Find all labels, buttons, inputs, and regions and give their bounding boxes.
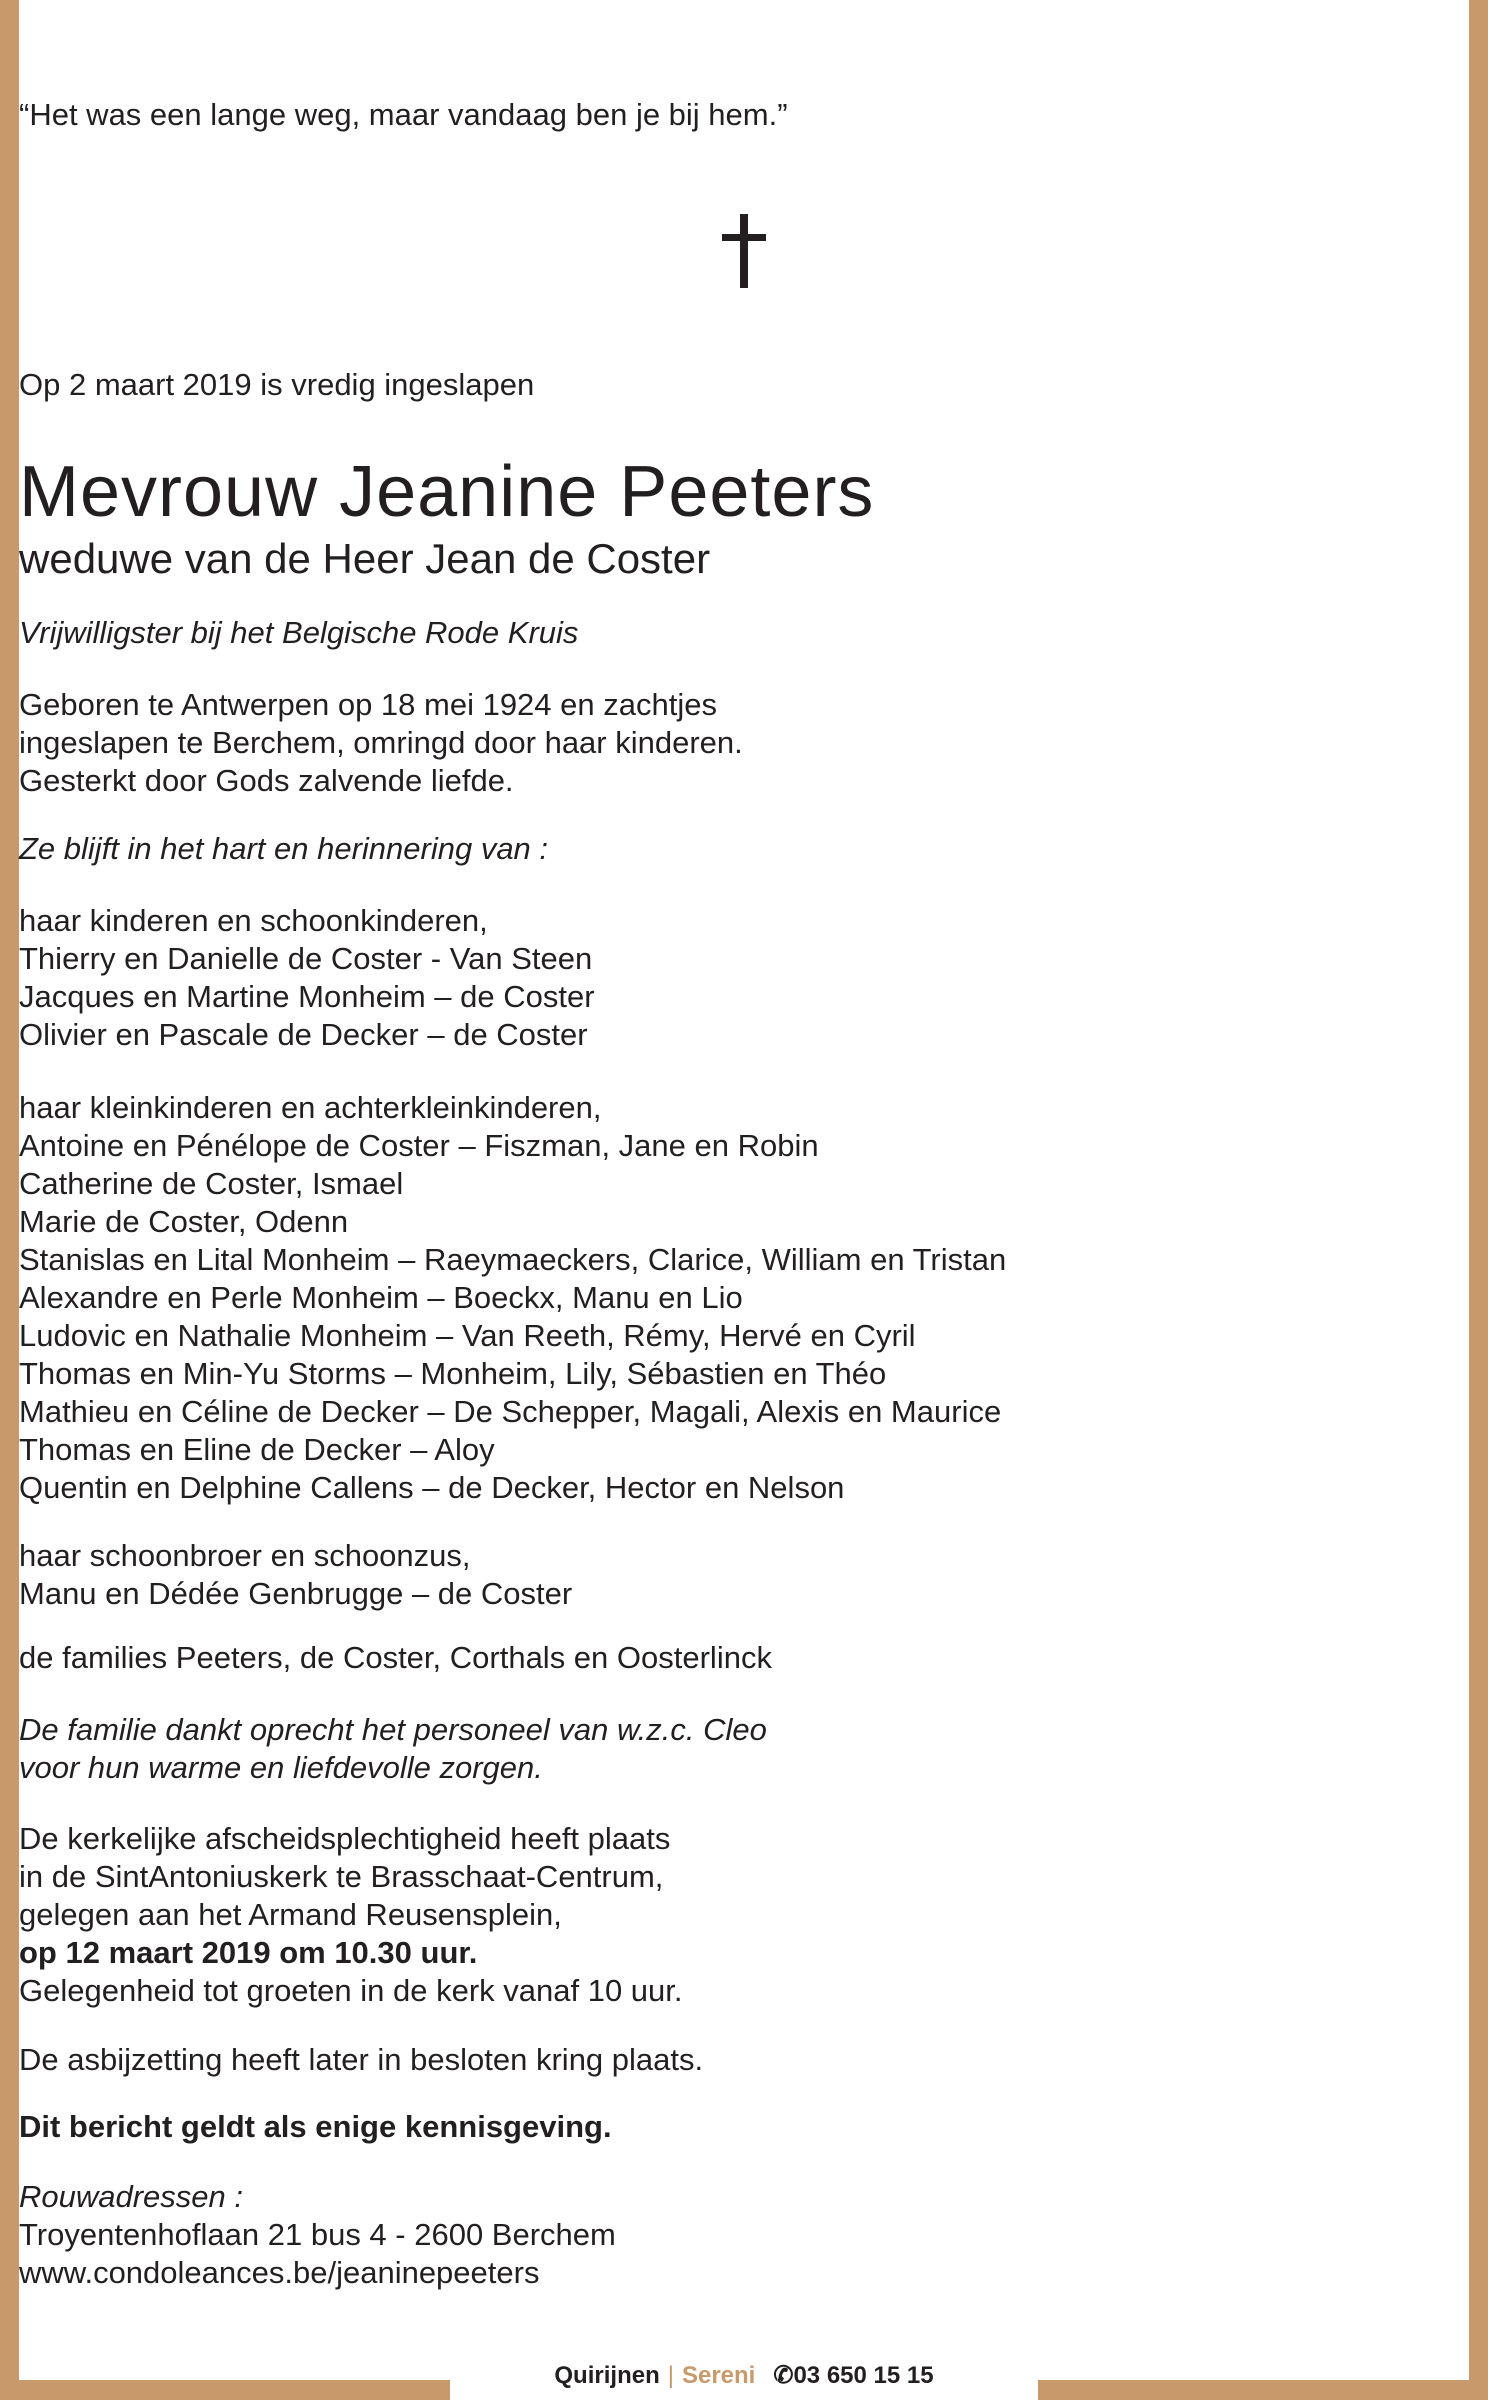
list-item: Quentin en Delphine Callens – de Decker, Hector en Nelson xyxy=(19,1470,845,1505)
families-line: de families Peeters, de Coster, Corthals en Oosterlinck xyxy=(19,1640,772,1675)
list-item: Catherine de Coster, Ismael xyxy=(19,1166,404,1201)
children-list xyxy=(19,902,1469,1054)
ceremony-line: De kerkelijke afscheidsplechtigheid heeft plaats xyxy=(19,1821,671,1856)
list-item: Olivier en Pascale de Decker – de Coster xyxy=(19,1017,588,1052)
addresses-label: Rouwadressen : xyxy=(19,2179,244,2214)
born-line: ingeslapen te Berchem, omringd door haar kinderen. xyxy=(19,725,743,760)
addresses-block xyxy=(19,2178,1469,2292)
phone-number: ✆03 650 15 15 xyxy=(773,2362,934,2389)
list-item: Jacques en Martine Monheim – de Coster xyxy=(19,979,595,1014)
quote: “Het was een lange weg, maar vandaag ben je bij hem.” xyxy=(19,97,788,132)
thanks-line: De familie dankt oprecht het personeel van w.z.c. Cleo xyxy=(19,1712,767,1747)
thanks-line: voor hun warme en liefdevolle zorgen. xyxy=(19,1750,543,1785)
address-line: Troyentenhoflaan 21 bus 4 - 2600 Berchem xyxy=(19,2217,616,2252)
greeting-line: Gelegenheid tot groeten in de kerk vanaf 10 uur. xyxy=(19,1973,683,2008)
brand-quirijnen: Quirijnen xyxy=(554,2362,660,2389)
list-item: Thomas en Min-Yu Storms – Monheim, Lily, Sébastien en Théo xyxy=(19,1356,887,1391)
widow-line: weduwe van de Heer Jean de Coster xyxy=(19,535,711,582)
notice-line: Dit bericht geldt als enige kennisgeving. xyxy=(19,2109,612,2144)
list-item: Mathieu en Céline de Decker – De Schepper, Magali, Alexis en Maurice xyxy=(19,1394,1002,1429)
list-item: Antoine en Pénélope de Coster – Fiszman, Jane en Robin xyxy=(19,1128,819,1163)
remembered-by: Ze blijft in het hart en herinnering van : xyxy=(19,831,549,866)
ceremony-time: op 12 maart 2019 om 10.30 uur. xyxy=(19,1935,478,1970)
thanks-paragraph xyxy=(19,1711,1469,1787)
in-laws-list xyxy=(19,1537,1469,1613)
intro-line: Op 2 maart 2019 is vredig ingeslapen xyxy=(19,367,535,402)
born-line: Geboren te Antwerpen op 18 mei 1924 en zachtjes xyxy=(19,687,717,722)
brand-separator: | xyxy=(667,2362,674,2389)
footer-bar xyxy=(450,2352,1038,2400)
burial-line: De asbijzetting heeft later in besloten kring plaats. xyxy=(19,2042,704,2077)
list-item: Thomas en Eline de Decker – Aloy xyxy=(19,1432,495,1467)
born-line: Gesterkt door Gods zalvende liefde. xyxy=(19,763,514,798)
deceased-block xyxy=(19,450,1469,584)
ceremony-line: in de SintAntoniuskerk te Brasschaat-Centrum, xyxy=(19,1859,664,1894)
notice-card xyxy=(19,0,1469,2380)
list-item: Thierry en Danielle de Coster - Van Steen xyxy=(19,941,593,976)
grandchildren-heading: haar kleinkinderen en achterkleinkinderen, xyxy=(19,1090,602,1125)
cross-icon xyxy=(722,214,766,288)
children-heading: haar kinderen en schoonkinderen, xyxy=(19,903,488,938)
in-laws-heading: haar schoonbroer en schoonzus, xyxy=(19,1538,471,1573)
brand-sereni: Sereni xyxy=(681,2362,756,2389)
deceased-name: Mevrouw Jeanine Peeters xyxy=(19,452,875,532)
list-item: Ludovic en Nathalie Monheim – Van Reeth, Rémy, Hervé en Cyril xyxy=(19,1318,916,1353)
born-paragraph xyxy=(19,686,1469,800)
ceremony-line: gelegen aan het Armand Reusensplein, xyxy=(19,1897,562,1932)
website-line: www.condoleances.be/jeaninepeeters xyxy=(19,2255,540,2290)
list-item: Manu en Dédée Genbrugge – de Coster xyxy=(19,1576,573,1611)
grandchildren-list xyxy=(19,1089,1469,1507)
list-item: Alexandre en Perle Monheim – Boeckx, Manu en Lio xyxy=(19,1280,743,1315)
list-item: Marie de Coster, Odenn xyxy=(19,1204,349,1239)
ceremony-paragraph xyxy=(19,1820,1469,2010)
list-item: Stanislas en Lital Monheim – Raeymaeckers, Clarice, William en Tristan xyxy=(19,1242,1007,1277)
volunteer-line: Vrijwilligster bij het Belgische Rode Kruis xyxy=(19,615,579,650)
